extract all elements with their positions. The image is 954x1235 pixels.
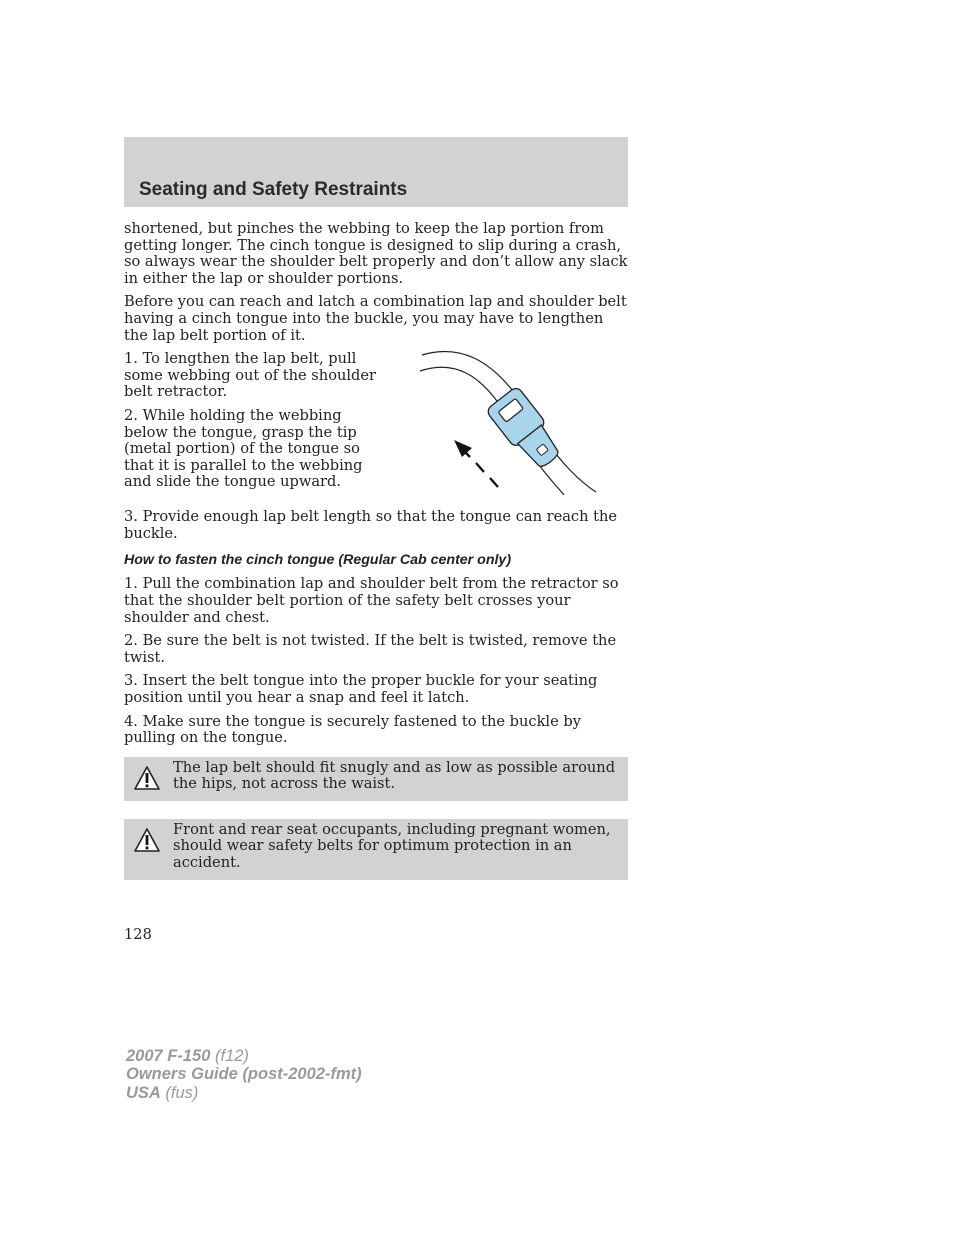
lengthen-step-1: 1. To lengthen the lap belt, pull some webbing out of the shoulder belt retractor. (124, 350, 376, 401)
fasten-step-4: 4. Make sure the tongue is securely fastened to the buckle by pulling on the tongue. (124, 712, 581, 747)
warning-triangle-icon (133, 827, 161, 853)
warning-box (124, 819, 628, 880)
warning-triangle-icon (133, 765, 161, 791)
lengthen-step-2: 2. While holding the webbing below the tongue, grasp the tip (metal portion) of the tongue so that it is parallel to the webbing and slide the tongue upward. (124, 406, 363, 491)
footer-model-code: (f12) (210, 1047, 249, 1065)
slide-up-arrow (466, 453, 498, 487)
fasten-step-2: 2. Be sure the belt is not twisted. If the belt is twisted, remove the twist. (124, 632, 617, 666)
footer-market: USA (126, 1083, 161, 1102)
document-footer (126, 1047, 362, 1102)
lengthen-steps-with-figure (124, 351, 628, 509)
warning-text: The lap belt should fit snugly and as low as possible around the hips, not across the waist. (173, 758, 616, 793)
section-title: Seating and Safety Restraints (139, 179, 408, 200)
footer-market-code: (fus) (160, 1083, 199, 1102)
fasten-step-3: 3. Insert the belt tongue into the proper buckle for your seating position until you hear a snap and feel it latch. (124, 672, 598, 706)
tongue-shape (485, 386, 566, 474)
footer-model: 2007 F-150 (126, 1047, 211, 1065)
section-heading: How to fasten the cinch tongue (Regular Cab center only) (124, 552, 512, 569)
paragraph-lengthen-intro: Before you can reach and latch a combination lap and shoulder belt having a cinch tongue into the buckle, you may have to lengthen the lap belt portion of it. (124, 293, 627, 344)
section-header-band (124, 137, 628, 207)
page-number: 128 (124, 926, 152, 943)
lengthen-step-3: 3. Provide enough lap belt length so that the tongue can reach the buckle. (124, 508, 618, 542)
page-content (124, 221, 628, 880)
warning-box (124, 757, 628, 801)
paragraph-continued: shortened, but pinches the webbing to keep the lap portion from getting longer. The cinch tongue is designed to slip during a crash, so always wear the shoulder belt properly and don’t allow any slack in either the lap or shoulder portions. (124, 220, 628, 287)
warning-text: Front and rear seat occupants, including pregnant women, should wear safety belts for optimum protection in an accident. (173, 820, 611, 872)
fasten-step-1: 1. Pull the combination lap and shoulder belt from the retractor so that the shoulder belt portion of the safety belt crosses your shoulder and chest. (124, 575, 619, 626)
footer-guide: Owners Guide (post-2002-fmt) (126, 1065, 362, 1084)
cinch-tongue-illustration (414, 345, 604, 495)
